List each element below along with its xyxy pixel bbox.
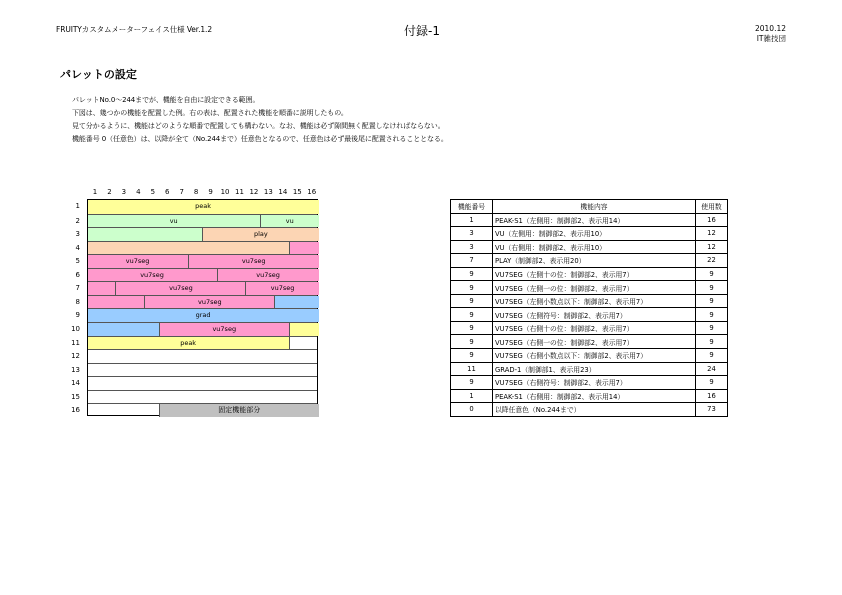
palette-row [75, 281, 317, 295]
usage-count-cell: 9 [696, 294, 728, 308]
column-number: 5 [150, 188, 156, 196]
row-number: 12 [71, 352, 80, 361]
column-number: 3 [121, 188, 127, 196]
function-content-cell: PEAK-S1（左側用：制御部2、表示用14） [493, 213, 696, 227]
palette-layout-grid [71, 199, 318, 416]
palette-row [75, 308, 317, 322]
usage-count-cell: 12 [696, 240, 728, 254]
row-number: 9 [75, 311, 80, 320]
function-content-cell: VU7SEG（左側小数点以下：制御部2、表示用7） [493, 294, 696, 308]
function-table-row [451, 349, 728, 363]
usage-count-cell: 24 [696, 362, 728, 376]
function-table-row [451, 308, 728, 322]
column-number: 11 [235, 188, 244, 196]
palette-row [71, 376, 317, 390]
row-number: 5 [75, 257, 80, 266]
palette-function-block: peak [88, 337, 290, 350]
column-number: 1 [92, 188, 98, 196]
row-number: 14 [71, 379, 80, 388]
row-number: 4 [75, 243, 80, 252]
function-content-cell: VU7SEG（右側小数点以下：制御部2、表示用7） [493, 349, 696, 363]
palette-function-block: vu7seg [88, 269, 218, 282]
palette-function-block: grad [88, 309, 319, 322]
row-number: 7 [75, 284, 80, 293]
function-content-cell: PLAY（制御部2、表示用20） [493, 254, 696, 268]
function-content-cell: VU7SEG（左側十の位：制御部2、表示用7） [493, 267, 696, 281]
palette-row [75, 295, 317, 309]
function-number-cell: 11 [451, 362, 493, 376]
usage-count-cell: 9 [696, 349, 728, 363]
palette-function-block [88, 404, 160, 417]
function-table [450, 199, 728, 417]
column-number: 7 [179, 188, 184, 196]
palette-function-block [88, 282, 117, 295]
row-number: 8 [75, 297, 80, 306]
function-table-row [451, 240, 728, 254]
palette-function-block [290, 337, 319, 350]
palette-row [71, 390, 317, 404]
usage-count-cell: 9 [696, 321, 728, 335]
palette-function-block: peak [88, 200, 319, 214]
palette-function-block: vu7seg [218, 269, 319, 282]
palette-function-block: vu7seg [189, 255, 319, 268]
column-number: 10 [220, 188, 230, 196]
function-number-cell: 9 [451, 335, 493, 349]
function-content-cell: GRAD-1（制御部1、表示用23） [493, 362, 696, 376]
description-line: 見て分かるように、機能はどのような順番で配置しても構わない。なお、機能は必ず隙間無く配置しなければならない。 [72, 122, 445, 130]
palette-function-block [88, 296, 146, 309]
palette-row [71, 403, 317, 417]
usage-count-cell: 16 [696, 389, 728, 403]
palette-function-block [88, 242, 290, 255]
row-number: 15 [71, 392, 80, 401]
palette-row [75, 254, 317, 268]
function-number-cell: 7 [451, 254, 493, 268]
palette-function-block [275, 296, 318, 309]
palette-function-block: vu7seg [145, 296, 275, 309]
function-content-cell: VU7SEG（右側一の位：制御部2、表示用7） [493, 335, 696, 349]
palette-row [75, 241, 317, 255]
palette-row [71, 336, 317, 350]
usage-count-cell: 73 [696, 403, 728, 417]
palette-row [75, 227, 317, 241]
description-line: 機能番号 0（任意色）は、以降が全て（No.244まで）任意色となるので、任意色は必ず最後尾に配置されることとなる。 [72, 135, 448, 143]
column-number: 16 [307, 188, 317, 196]
document-header-title: FRUITYカスタムメーターフェイス仕様 Ver.1.2 [56, 25, 213, 34]
function-content-cell: VU（左側用：制御部2、表示用10） [493, 227, 696, 241]
function-number-cell: 9 [451, 376, 493, 390]
column-number: 4 [136, 188, 141, 196]
usage-count-cell: 16 [696, 213, 728, 227]
function-table-row [451, 227, 728, 241]
fixed-function-block: 固定機能部分 [160, 404, 319, 417]
row-number: 1 [75, 202, 80, 210]
header-function-number: 機能番号 [451, 200, 493, 214]
section-title: パレットの設定 [60, 68, 137, 81]
column-number: 14 [278, 188, 288, 196]
function-content-cell: PEAK-S1（右側用：制御部2、表示用14） [493, 389, 696, 403]
function-number-cell: 9 [451, 349, 493, 363]
header-usage-count: 使用数 [696, 200, 728, 214]
palette-function-block [290, 242, 319, 255]
palette-row [75, 214, 317, 228]
function-table-row [451, 403, 728, 417]
usage-count-cell: 22 [696, 254, 728, 268]
function-number-cell: 9 [451, 294, 493, 308]
function-content-cell: VU7SEG（左側一の位：制御部2、表示用7） [493, 281, 696, 295]
page-label: 付録-1 [404, 24, 440, 38]
usage-count-cell: 9 [696, 335, 728, 349]
function-table-row [451, 213, 728, 227]
function-table-row [451, 254, 728, 268]
column-number: 6 [165, 188, 170, 196]
function-number-cell: 9 [451, 308, 493, 322]
palette-row [75, 268, 317, 282]
palette-function-block: vu7seg [246, 282, 318, 295]
palette-function-block: vu7seg [88, 255, 189, 268]
palette-function-block [88, 228, 204, 241]
palette-function-block [88, 323, 160, 336]
function-table-row [451, 389, 728, 403]
row-number: 3 [75, 230, 80, 239]
palette-row [71, 349, 317, 363]
header-function-content: 機能内容 [493, 200, 696, 214]
palette-function-block: vu7seg [160, 323, 290, 336]
function-content-cell: VU7SEG（左側符号：制御部2、表示用7） [493, 308, 696, 322]
palette-row [75, 200, 317, 214]
function-table-row [451, 335, 728, 349]
column-number: 9 [208, 188, 213, 196]
function-number-cell: 9 [451, 281, 493, 295]
column-number: 2 [107, 188, 112, 196]
function-content-cell: VU7SEG（右側符号：制御部2、表示用7） [493, 376, 696, 390]
function-table-row [451, 362, 728, 376]
function-table-header [451, 200, 728, 214]
row-number: 2 [75, 216, 80, 225]
function-content-cell: VU（右側用：制御部2、表示用10） [493, 240, 696, 254]
usage-count-cell: 9 [696, 376, 728, 390]
function-number-cell: 1 [451, 389, 493, 403]
row-number: 10 [71, 325, 80, 334]
description-line: 下図は、幾つかの機能を配置した例。右の表は、配置された機能を順番に説明したもの。 [72, 109, 348, 117]
palette-function-block: play [203, 228, 319, 241]
function-number-cell: 9 [451, 321, 493, 335]
function-number-cell: 1 [451, 213, 493, 227]
function-number-cell: 3 [451, 240, 493, 254]
column-number: 12 [249, 188, 259, 196]
function-content-cell: VU7SEG（右側十の位：制御部2、表示用7） [493, 321, 696, 335]
function-table-row [451, 376, 728, 390]
function-number-cell: 9 [451, 267, 493, 281]
document-header-meta [755, 24, 786, 44]
palette-function-block [290, 323, 319, 336]
function-number-cell: 3 [451, 227, 493, 241]
document-date: 2010.12 [754, 24, 786, 33]
usage-count-cell: 9 [696, 267, 728, 281]
usage-count-cell: 12 [696, 227, 728, 241]
usage-count-cell: 9 [696, 281, 728, 295]
column-number: 15 [292, 188, 302, 196]
description-line: パレットNo.0～244までが、機能を自由に設定できる範囲。 [72, 96, 260, 104]
row-number: 16 [71, 406, 80, 415]
function-table-row [451, 267, 728, 281]
palette-row [71, 363, 317, 377]
column-number: 13 [263, 188, 273, 196]
column-number: 8 [193, 188, 199, 196]
function-table-row [451, 281, 728, 295]
row-number: 13 [71, 365, 80, 374]
function-content-cell: 以降任意色（No.244まで） [493, 403, 696, 417]
palette-function-block: vu [88, 215, 261, 228]
row-number: 11 [71, 338, 80, 347]
document-author: IT雑技団 [756, 34, 786, 43]
usage-count-cell: 9 [696, 308, 728, 322]
function-table-row [451, 321, 728, 335]
palette-function-block: vu [261, 215, 319, 228]
palette-row [71, 322, 317, 336]
function-table-row [451, 294, 728, 308]
row-number: 6 [75, 270, 80, 279]
palette-function-block: vu7seg [116, 282, 246, 295]
function-number-cell: 0 [451, 403, 493, 417]
